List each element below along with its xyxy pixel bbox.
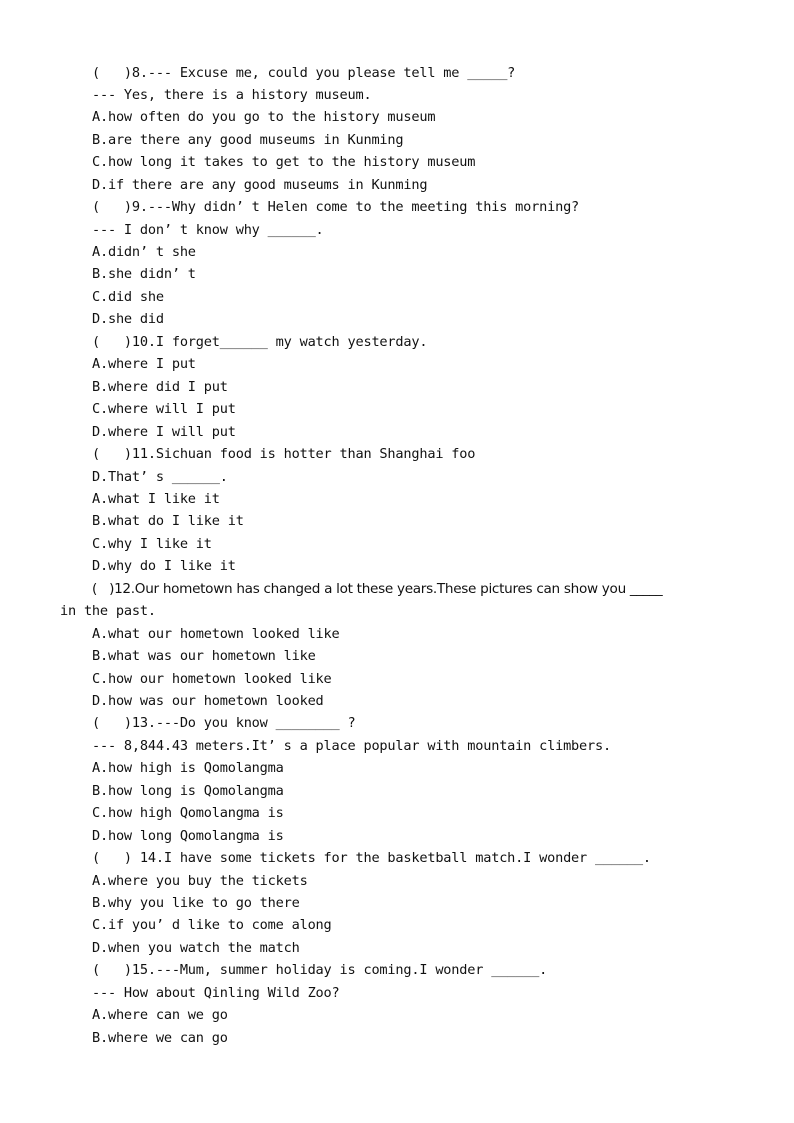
question-9-stem: ( )9.---Why didn’ t Helen come to the meeting this morning? [92,199,580,215]
question-11-option-d: D.why do I like it [92,558,236,574]
question-12-stem: ( )12.Our hometown has changed a lot these years.These pictures can show you _____ [92,581,663,597]
question-13-option-c: C.how high Qomolangma is [92,805,284,821]
question-9-option-b: B.she didn’ t [92,266,196,282]
question-8-option-b: B.are there any good museums in Kunming [92,132,404,148]
question-13-stem: ( )13.---Do you know ________ ? [92,715,356,731]
question-12-option-d: D.how was our hometown looked [92,693,324,709]
question-11-option-a: A.what I like it [92,491,220,507]
question-12-stem-continued: in the past. [60,603,156,619]
question-14-option-d: D.when you watch the match [92,940,300,956]
question-9-option-c: C.did she [92,289,164,305]
question-15-stem: ( )15.---Mum, summer holiday is coming.I wonder ______. [92,962,548,978]
question-13-option-a: A.how high is Qomolangma [92,760,284,776]
question-12-option-b: B.what was our hometown like [92,648,316,664]
question-9-reply: --- I don’ t know why ______. [92,222,324,238]
question-9-option-a: A.didn’ t she [92,244,196,260]
question-8-reply: --- Yes, there is a history museum. [92,87,372,103]
question-14-option-b: B.why you like to go there [92,895,300,911]
question-13-option-d: D.how long Qomolangma is [92,828,284,844]
question-11-reply: D.That’ s ______. [92,469,228,485]
question-15-option-a: A.where can we go [92,1007,228,1023]
question-9-option-d: D.she did [92,311,164,327]
question-10-option-d: D.where I will put [92,424,236,440]
question-14-option-c: C.if you’ d like to come along [92,917,332,933]
question-11-stem: ( )11.Sichuan food is hotter than Shanghai foo [92,446,476,462]
question-8-option-c: C.how long it takes to get to the history museum [92,154,476,170]
question-14-stem: ( ) 14.I have some tickets for the basketball match.I wonder ______. [92,850,651,866]
question-11-option-c: C.why I like it [92,536,212,552]
question-12-option-a: A.what our hometown looked like [92,626,340,642]
question-11-option-b: B.what do I like it [92,513,244,529]
question-10-option-c: C.where will I put [92,401,236,417]
question-15-option-b: B.where we can go [92,1030,228,1046]
question-10-stem: ( )10.I forget______ my watch yesterday. [92,334,428,350]
question-14-option-a: A.where you buy the tickets [92,873,308,889]
question-10-option-a: A.where I put [92,356,196,372]
question-15-reply: --- How about Qinling Wild Zoo? [92,985,340,1001]
question-10-option-b: B.where did I put [92,379,228,395]
question-12-option-c: C.how our hometown looked like [92,671,332,687]
question-8-stem: ( )8.--- Excuse me, could you please tell me _____? [92,65,516,81]
question-13-reply: --- 8,844.43 meters.It’ s a place popular with mountain climbers. [92,738,611,754]
question-8-option-a: A.how often do you go to the history museum [92,109,436,125]
question-8-option-d: D.if there are any good museums in Kunming [92,177,428,193]
question-13-option-b: B.how long is Qomolangma [92,783,284,799]
